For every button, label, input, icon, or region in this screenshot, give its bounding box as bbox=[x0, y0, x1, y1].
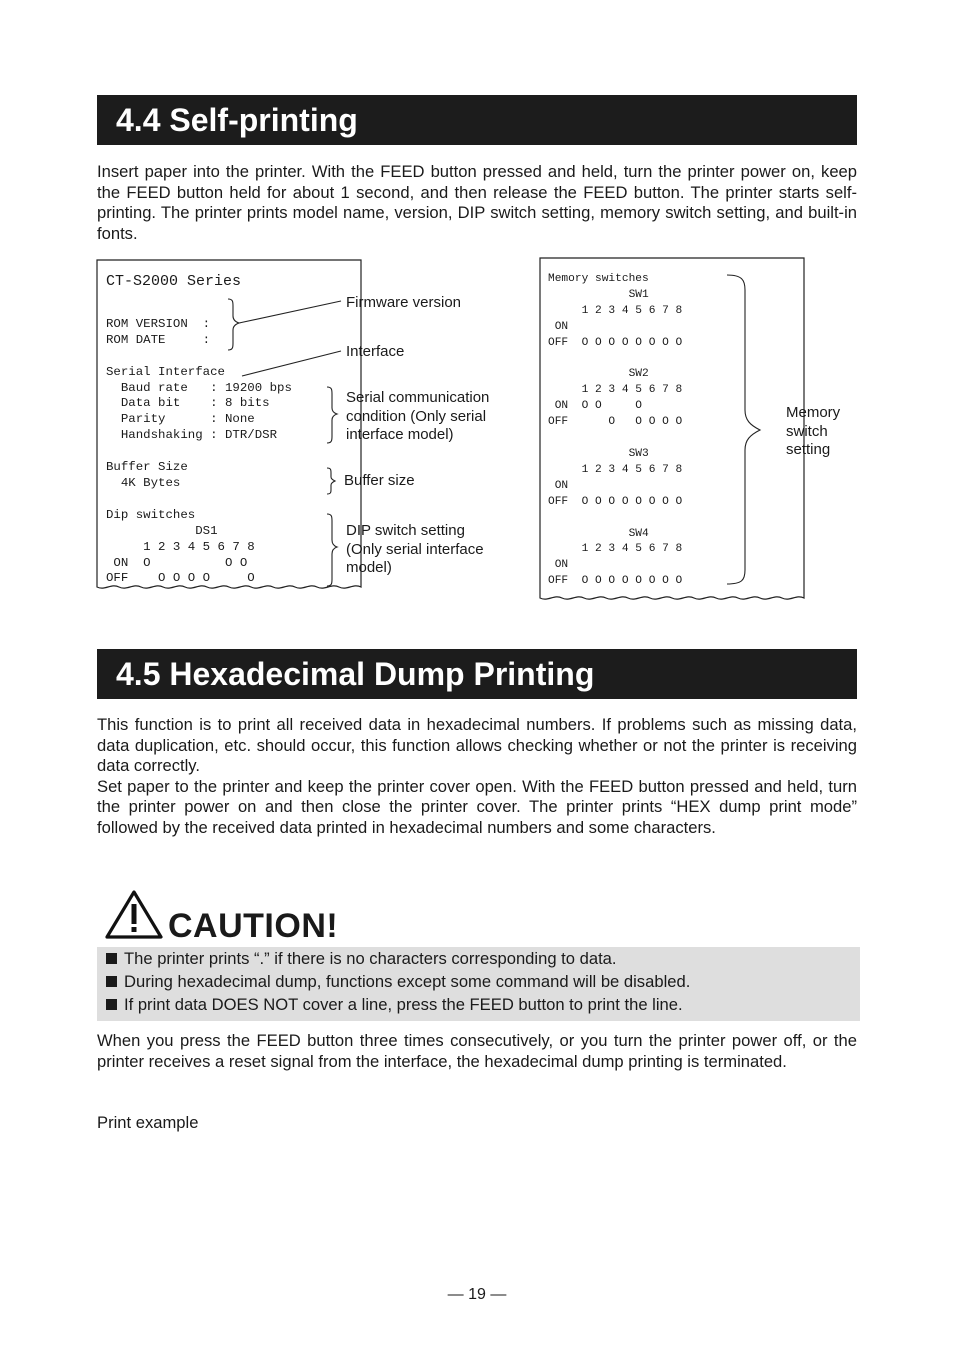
receipt-line: 1 2 3 4 5 6 7 8 bbox=[548, 304, 683, 317]
receipt-line bbox=[548, 511, 682, 527]
callout-line: Memory bbox=[786, 404, 841, 421]
square-bullet-icon bbox=[106, 999, 117, 1010]
receipt-line: 1 2 3 4 5 6 7 8 bbox=[106, 539, 255, 554]
receipt-line: SW1 bbox=[548, 288, 649, 301]
callout-buffer-size: Buffer size bbox=[344, 472, 415, 489]
receipt-line: OFF O O O O O O O O bbox=[548, 336, 683, 349]
caution-item-text: If print data DOES NOT cover a line, press the FEED button to print the line. bbox=[124, 995, 683, 1014]
receipt-line: OFF O O O O O O O O bbox=[548, 495, 683, 508]
receipt-line: ON bbox=[548, 479, 569, 492]
receipt-line bbox=[548, 352, 682, 368]
callout-serial-communication bbox=[346, 389, 489, 445]
receipt-line: Serial Interface bbox=[106, 364, 225, 379]
memory-switch-receipt-text bbox=[548, 272, 682, 590]
caution-item bbox=[106, 994, 683, 1016]
receipt-line: ROM DATE : bbox=[106, 332, 211, 347]
termination-text: When you press the FEED button three times consecutively, or you turn the printer power off, or the printer receives a reset signal from the interface, the hexadecimal dump printing is terminated. bbox=[97, 1031, 857, 1071]
receipt-line: ON O O O bbox=[548, 400, 642, 413]
hex-dump-paragraph-2: Set paper to the printer and keep the printer cover open. With the FEED button pressed and held, turn the printer power on and then close the printer cover. The printer prints “HEX dump print mode” followed by the received data printed in hexadecimal numbers and some characters. bbox=[97, 776, 857, 837]
receipt-line: SW2 bbox=[548, 368, 649, 381]
callout-interface: Interface bbox=[346, 343, 405, 360]
receipt-line: Memory switches bbox=[548, 273, 649, 285]
receipt-line bbox=[548, 431, 682, 447]
receipt-line: 4K Bytes bbox=[106, 475, 181, 490]
receipt-line: 1 2 3 4 5 6 7 8 bbox=[548, 543, 683, 556]
caution-box bbox=[97, 947, 860, 1021]
hex-dump-paragraph-1: This function is to print all received data in hexadecimal numbers. If problems such as missing data, data duplication, etc. should occur, this function allows checking whether or not the printer is receiving data correctly. bbox=[97, 715, 857, 776]
caution-item-text: The printer prints “.” if there is no characters corresponding to data. bbox=[124, 949, 617, 968]
square-bullet-icon bbox=[106, 976, 117, 987]
callout-firmware-version: Firmware version bbox=[346, 294, 462, 311]
receipt-line: OFF O O O O O O O O bbox=[548, 575, 683, 588]
receipt-line: SW3 bbox=[548, 447, 649, 460]
page-number: — 19 — bbox=[447, 1286, 507, 1303]
print-example-label: Print example bbox=[97, 1113, 199, 1132]
callout-line: model) bbox=[346, 559, 392, 576]
section-4-4-heading: 4.4 Self-printing bbox=[97, 95, 857, 145]
section-4-5-heading: 4.5 Hexadecimal Dump Printing bbox=[97, 649, 857, 699]
callout-line: interface model) bbox=[346, 426, 454, 443]
callout-line: (Only serial interface bbox=[346, 540, 484, 558]
receipt-line: OFF O O O O O bbox=[548, 416, 683, 429]
receipt-line: ON O O O bbox=[106, 555, 248, 570]
callout-memory-switch bbox=[786, 404, 840, 460]
receipt-line: SW4 bbox=[548, 527, 649, 540]
receipt-line: Handshaking : DTR/DSR bbox=[106, 428, 278, 443]
square-bullet-icon bbox=[106, 953, 117, 964]
callout-dip-switch bbox=[346, 522, 484, 578]
self-printing-paragraph: Insert paper into the printer. With the FEED button pressed and held, turn the printer power on, keep the FEED button held for about 1 second, and then release the FEED button. The printer starts self-printing. The printer prints model name, version, DIP switch setting, memory switch setting, and built-in fonts. bbox=[97, 162, 857, 243]
receipt-line: 1 2 3 4 5 6 7 8 bbox=[548, 463, 683, 476]
caution-title: CAUTION! bbox=[168, 907, 339, 945]
caution-item bbox=[106, 948, 617, 970]
caution-item bbox=[106, 971, 690, 993]
receipt-line: DS1 bbox=[106, 523, 218, 538]
receipt-line: CT-S2000 Series bbox=[106, 273, 242, 290]
callout-line: setting bbox=[786, 441, 831, 458]
receipt-line: Baud rate : 19200 bps bbox=[106, 380, 292, 395]
callout-line: switch bbox=[786, 422, 828, 440]
receipt-line: ON bbox=[548, 320, 569, 333]
receipt-line: OFF O O O O O bbox=[106, 571, 255, 586]
section-4-5-body bbox=[97, 715, 857, 839]
receipt-line: Parity : None bbox=[106, 412, 255, 427]
receipt-line: ROM VERSION : bbox=[106, 316, 211, 331]
receipt-line: Data bit : 8 bits bbox=[106, 396, 270, 411]
receipt-line: Buffer Size bbox=[106, 460, 188, 475]
receipt-line: 1 2 3 4 5 6 7 8 bbox=[548, 384, 683, 397]
warning-triangle-icon bbox=[104, 889, 164, 941]
caution-item-text: During hexadecimal dump, functions except some command will be disabled. bbox=[124, 972, 691, 991]
callout-line: condition (Only serial bbox=[346, 407, 487, 425]
receipt-line: Dip switches bbox=[106, 507, 196, 522]
termination-paragraph bbox=[97, 1031, 857, 1072]
receipt-line: ON bbox=[548, 559, 569, 572]
callout-line: DIP switch setting bbox=[346, 522, 465, 539]
callout-line: Serial communication bbox=[346, 389, 490, 406]
